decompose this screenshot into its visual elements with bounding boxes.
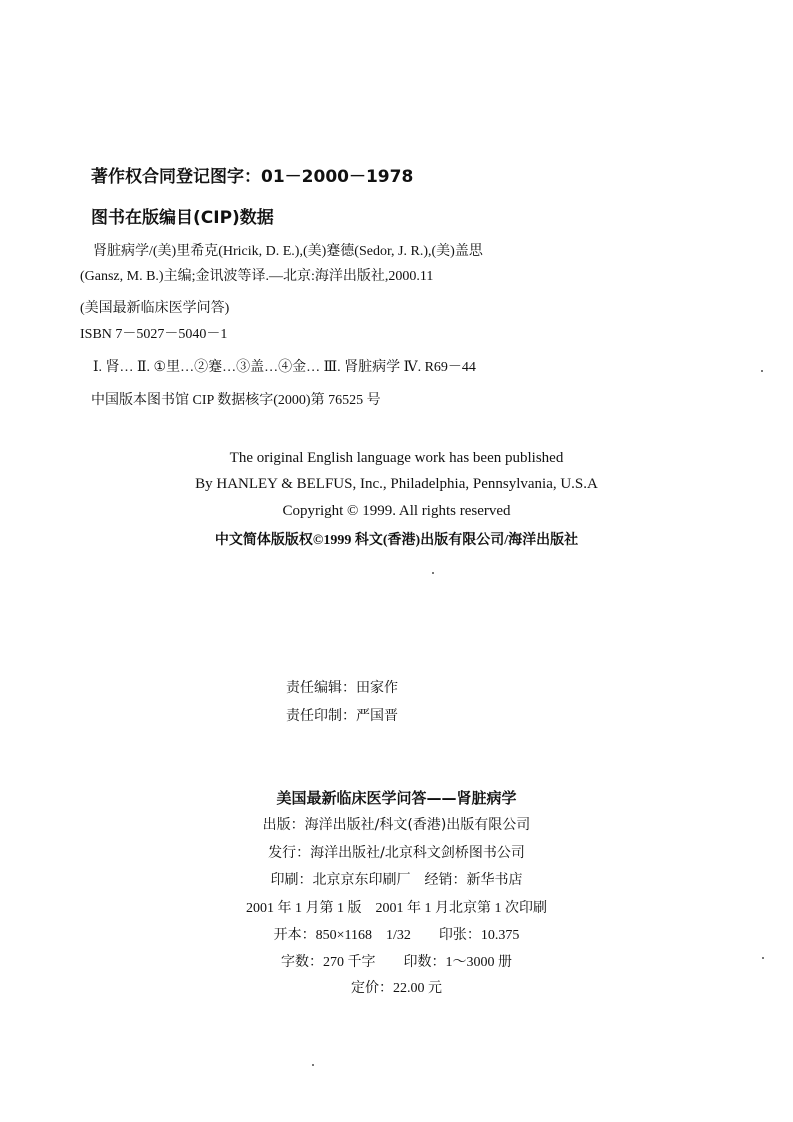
cip-heading: 图书在版编目(CIP)数据 (91, 208, 274, 228)
chinese-copyright-line: 中文简体版版权©1999 科文(香港)出版有限公司/海洋出版社 (214, 533, 579, 548)
cip-series: (美国最新临床医学问答) (80, 301, 230, 316)
cip-isbn: ISBN 7－5027－5040－1 (80, 327, 228, 342)
colophon-printer: 印刷：北京京东印刷厂 经销：新华书店 (270, 872, 523, 888)
english-notice-line-1: The original English language work has been published (229, 450, 564, 466)
colophon-distributor: 发行：海洋出版社/北京科文剑桥图书公司 (268, 845, 525, 861)
colophon-format: 开本：850×1168 1/32 印张：10.375 (273, 928, 520, 943)
responsible-editor: 责任编辑：田家作 (286, 680, 398, 696)
cip-line-2: (Gansz, M. B.)主编;金讯波等译.—北京:海洋出版社,2000.11 (80, 269, 434, 284)
scan-speck (762, 957, 764, 959)
colophon-title: 美国最新临床医学问答——肾脏病学 (276, 789, 517, 807)
english-notice-line-3: Copyright © 1999. All rights reserved (282, 503, 511, 519)
scan-speck (432, 572, 434, 574)
english-notice-line-2: By HANLEY & BELFUS, Inc., Philadelphia, Pennsylvania, U.S.A (195, 476, 598, 492)
cip-subjects: Ⅰ. 肾… Ⅱ. ①里…②蹇…③盖…④金… Ⅲ. 肾脏病学 Ⅳ. R69－44 (93, 360, 476, 375)
colophon-price: 定价：22.00 元 (351, 981, 442, 996)
scan-speck (761, 370, 763, 372)
cip-line-1: 肾脏病学/(美)里希克(Hricik, D. E.),(美)蹇德(Sedor, J. R.),(美)盖思 (93, 244, 483, 259)
responsible-printing: 责任印制：严国晋 (286, 708, 398, 724)
scan-speck (312, 1064, 314, 1066)
colophon-edition: 2001 年 1 月第 1 版 2001 年 1 月北京第 1 次印刷 (246, 901, 547, 916)
copyright-registration: 著作权合同登记图字：01－2000－1978 (91, 167, 414, 187)
colophon-wordcount: 字数：270 千字 印数：1～3000 册 (281, 955, 512, 970)
colophon-publisher: 出版：海洋出版社/科文(香港)出版有限公司 (262, 817, 531, 833)
cip-number: 中国版本图书馆 CIP 数据核字(2000)第 76525 号 (91, 393, 381, 408)
